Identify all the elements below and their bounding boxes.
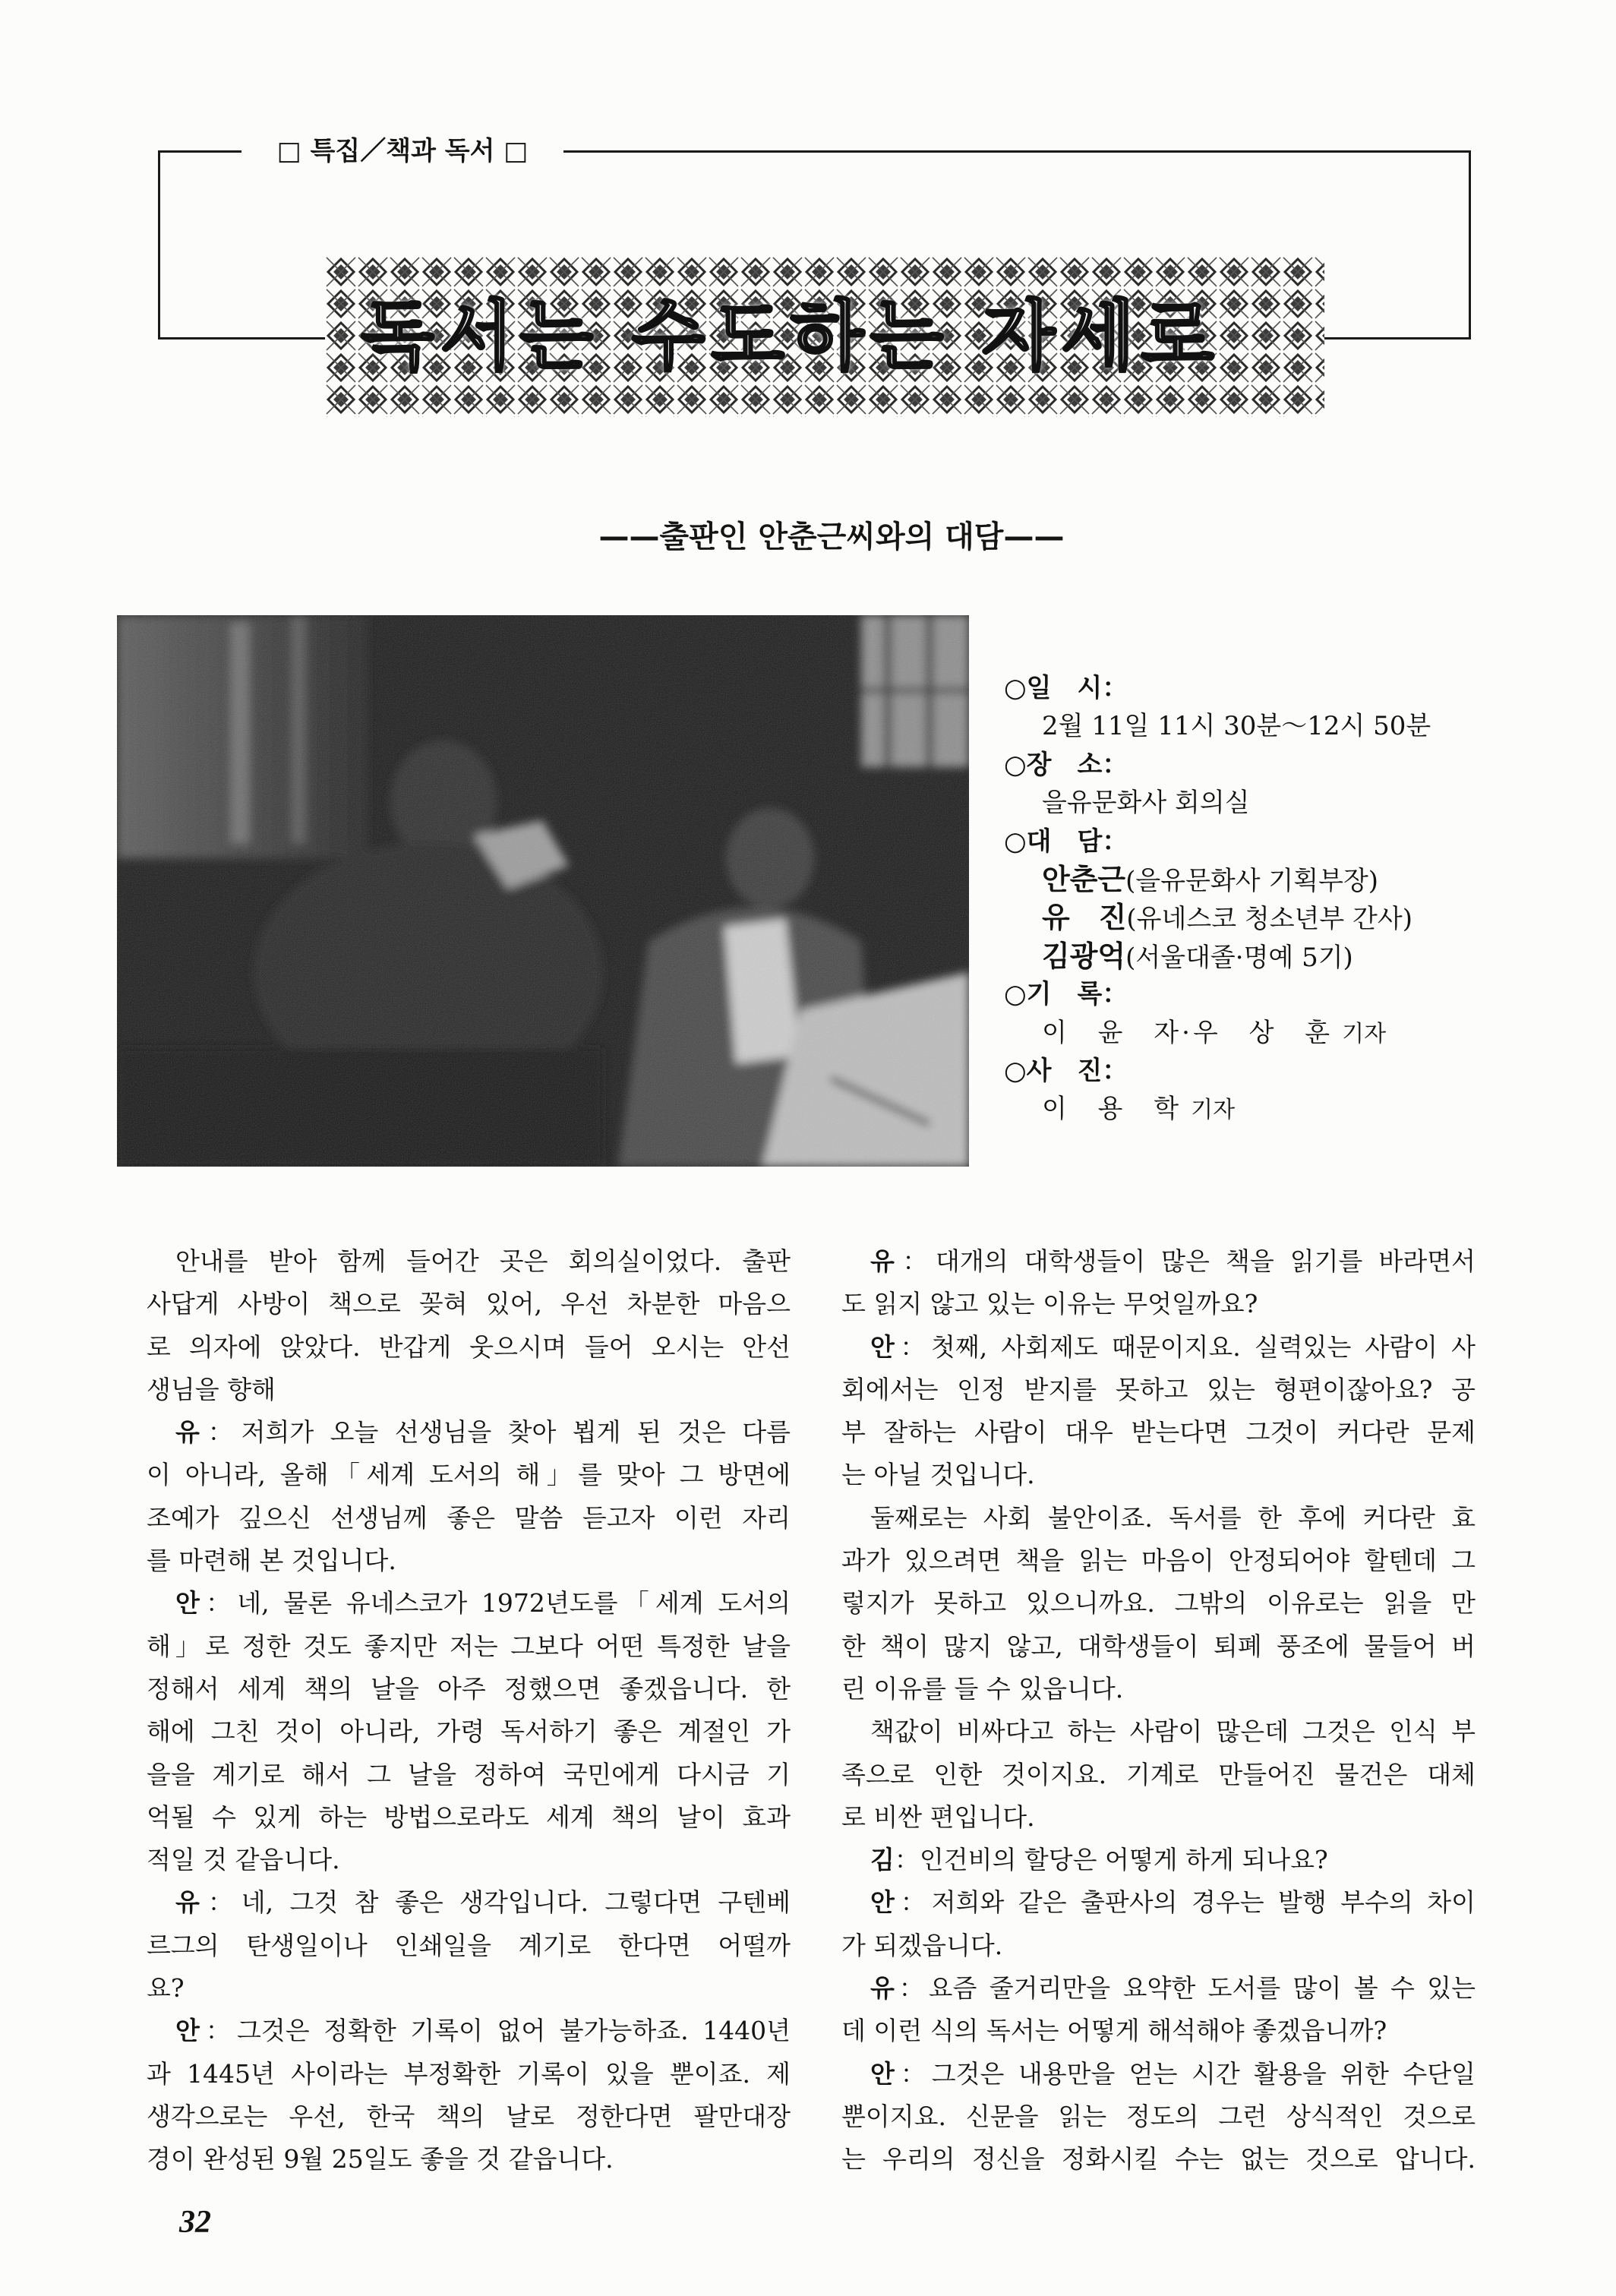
- line-text: 요?: [147, 1973, 185, 2004]
- line-text: 조예가 깊으신 선생님께 좋은 말씀 듣고자 이런 자리: [147, 1502, 791, 1533]
- participant-name: 안춘근: [1042, 862, 1126, 896]
- paragraph: [147, 1240, 791, 1411]
- text-line: [841, 1967, 1476, 2010]
- text-line: [841, 2010, 1476, 2052]
- line-text: 생각으로는 우선, 한국 책의 날로 정한다면 팔만대장: [147, 2101, 791, 2131]
- text-line: [841, 1625, 1476, 1668]
- text-line: [147, 1369, 791, 1411]
- text-line: [147, 1754, 791, 1796]
- line-text: 족으로 인한 것이지요. 기계로 만들어진 물건은 대체: [841, 1759, 1476, 1789]
- place-label: ○장 소：: [1004, 749, 1128, 780]
- speaker-label: 안: [870, 1887, 895, 1918]
- text-line: [841, 1710, 1476, 1753]
- speaker-label: 유: [175, 1887, 200, 1918]
- text-line: [147, 1881, 791, 1924]
- line-text: 회에서는 인정 받지를 못하고 있는 형편이잖아요? 공: [841, 1374, 1476, 1404]
- line-text: 생님을 향해: [147, 1374, 276, 1404]
- meeting-info: [1004, 669, 1471, 1129]
- paragraph: [147, 1881, 791, 2010]
- text-line: [147, 1668, 791, 1710]
- text-line: [841, 1839, 1476, 1881]
- paragraph: [841, 1967, 1476, 2053]
- text-line: [841, 1497, 1476, 1540]
- photo-credit-label: ○사 진：: [1004, 1055, 1128, 1086]
- text-line: [841, 1369, 1476, 1411]
- line-text: 는 우리의 정신을 정화시킬 수는 없는 것으로 압니다.: [841, 2144, 1476, 2174]
- text-line: [841, 1240, 1476, 1283]
- text-line: [147, 1967, 791, 2010]
- text-line: [147, 1796, 791, 1839]
- line-text: 억될 수 있게 하는 방법으로라도 세계 책의 날이 효과: [147, 1802, 791, 1832]
- text-line: [147, 1326, 791, 1369]
- participant: [1004, 861, 1471, 899]
- participant-role: (유네스코 청소년부 간사): [1126, 904, 1413, 935]
- line-text: 가 되겠읍니다.: [841, 1930, 1003, 1960]
- line-text: 과 1445년 사이라는 부정확한 기록이 있을 뿐이죠. 제: [147, 2058, 791, 2089]
- text-line: [147, 2053, 791, 2095]
- paragraph: [841, 1839, 1476, 1881]
- line-text: ：저희가 오늘 선생님을 찾아 뵙게 된 것은 다름: [199, 1417, 791, 1448]
- participant-role: (서울대졸·명예 5기): [1125, 942, 1353, 973]
- line-text: 부 잘하는 사람이 대우 받는다면 그것이 커다란 문제: [841, 1417, 1476, 1448]
- speaker-label: 유: [870, 1973, 895, 2004]
- line-text: 적일 것 같읍니다.: [147, 1845, 340, 1875]
- speaker-label: 안: [175, 2016, 200, 2046]
- article-column-right: [841, 1240, 1476, 2181]
- text-line: [841, 2138, 1476, 2181]
- line-text: ：대개의 대학생들이 많은 책을 읽기를 바라면서: [894, 1246, 1476, 1276]
- text-line: [841, 1881, 1476, 1924]
- text-line: [147, 1540, 791, 1582]
- line-text: 해에 그친 것이 아니라, 가령 독서하기 좋은 계절인 가: [147, 1716, 791, 1747]
- paragraph: [841, 1497, 1476, 1710]
- interview-photo-image: [117, 615, 969, 1167]
- paragraph: [147, 1582, 791, 1881]
- line-text: ：인건비의 할당은 어떻게 하게 되나요?: [894, 1845, 1328, 1875]
- line-text: ：네, 물론 유네스코가 1972년도를「세계 도서의: [199, 1588, 791, 1619]
- line-text: 뿐이지요. 신문을 읽는 정도의 그런 상식적인 것으로: [841, 2101, 1476, 2131]
- text-line: [841, 2095, 1476, 2138]
- participant-name: 김광억: [1042, 939, 1126, 973]
- paragraph: [841, 1240, 1476, 1326]
- paragraph: [841, 1881, 1476, 1967]
- photo-credit-names: 이 용 학: [1042, 1094, 1182, 1125]
- line-text: ：그것은 내용만을 얻는 시간 활용을 위한 수단일: [894, 2058, 1476, 2089]
- line-text: ：그것은 정확한 기록이 없어 불가능하죠. 1440년: [199, 2016, 791, 2046]
- text-line: [147, 1411, 791, 1454]
- text-line: [841, 1411, 1476, 1454]
- date-label: ○일 시：: [1004, 673, 1128, 703]
- record-value: [1004, 1014, 1471, 1052]
- line-text: 둘째로는 사회 불안이죠. 독서를 한 후에 커다란 효: [870, 1502, 1476, 1533]
- line-text: 책값이 비싸다고 하는 사람이 많은데 그것은 인식 부: [870, 1716, 1476, 1747]
- record-names: 이 윤 자·우 상 훈: [1042, 1017, 1334, 1048]
- paragraph: [147, 1411, 791, 1582]
- line-text: 로 비싼 편입니다.: [841, 1802, 1035, 1832]
- text-line: [147, 1839, 791, 1881]
- page-number: 32: [179, 2205, 211, 2240]
- record-suffix: 기자: [1342, 1020, 1387, 1047]
- participant: [1004, 899, 1471, 936]
- line-text: ：첫째, 사회제도 때문이지요. 실력있는 사람이 사: [894, 1331, 1476, 1362]
- line-text: 한 책이 많지 않고, 대학생들이 퇴폐 풍조에 물들어 버: [841, 1631, 1476, 1661]
- line-text: 해」로 정한 것도 좋지만 저는 그보다 어떤 특정한 날을: [147, 1631, 791, 1661]
- text-line: [147, 1925, 791, 1967]
- line-text: 린 이유를 들 수 있읍니다.: [841, 1673, 1124, 1704]
- text-line: [841, 1668, 1476, 1710]
- text-line: [147, 1240, 791, 1283]
- text-line: [841, 1326, 1476, 1369]
- speaker-label: 김: [870, 1845, 895, 1875]
- title-band: [325, 256, 1324, 417]
- photo-credit-value: [1004, 1090, 1471, 1128]
- participant-role: (을유문화사 기획부장): [1125, 865, 1379, 896]
- photo-grain: [117, 615, 969, 1167]
- place-value: 을유문화사 회의실: [1042, 788, 1250, 819]
- line-text: 르그의 탄생일이나 인쇄일을 계기로 한다면 어떨까: [147, 1930, 791, 1960]
- line-text: 는 아닐 것입니다.: [841, 1460, 1035, 1490]
- line-text: 를 마련해 본 것입니다.: [147, 1546, 396, 1576]
- text-line: [147, 1582, 791, 1625]
- line-text: 이 아니라, 올해「세계 도서의 해」를 맞아 그 방면에: [147, 1460, 791, 1490]
- text-line: [841, 1582, 1476, 1625]
- paragraph: [841, 1710, 1476, 1839]
- participants-label: ○대 담：: [1004, 826, 1128, 857]
- line-text: 로 의자에 앉았다. 반갑게 웃으시며 들어 오시는 안선: [147, 1331, 791, 1362]
- text-line: [147, 2010, 791, 2052]
- line-text: 렇지가 못하고 있으니까요. 그밖의 이유로는 읽을 만: [841, 1588, 1476, 1619]
- text-line: [841, 1454, 1476, 1496]
- date-value: 2월 11일 11시 30분～12시 50분: [1042, 711, 1431, 742]
- line-text: 과가 있으려면 책을 읽는 마음이 안정되어야 할텐데 그: [841, 1546, 1476, 1576]
- text-line: [841, 2053, 1476, 2095]
- line-text: ：네, 그것 참 좋은 생각입니다. 그렇다면 구텐베: [199, 1887, 791, 1918]
- interview-photo: [117, 615, 969, 1167]
- line-text: 을을 계기로 해서 그 날을 정하여 국민에게 다시금 기: [147, 1759, 791, 1789]
- line-text: ：저희와 같은 출판사의 경우는 발행 부수의 차이: [894, 1887, 1476, 1918]
- text-line: [841, 1925, 1476, 1967]
- speaker-label: 유: [870, 1246, 895, 1276]
- paragraph: [841, 2053, 1476, 2181]
- article-title: 독서는 수도하는 자세로: [361, 292, 1220, 381]
- line-text: 도 읽지 않고 있는 이유는 무엇일까요?: [841, 1289, 1258, 1319]
- speaker-label: 유: [175, 1417, 200, 1448]
- line-text: 데 이런 식의 독서는 어떻게 해석해야 좋겠읍니까?: [841, 2016, 1387, 2046]
- participant: [1004, 937, 1471, 975]
- text-line: [147, 1497, 791, 1540]
- paragraph: [147, 2010, 791, 2181]
- speaker-label: 안: [870, 1331, 895, 1362]
- text-line: [841, 1754, 1476, 1796]
- text-line: [147, 2138, 791, 2181]
- text-line: [841, 1796, 1476, 1839]
- paragraph: [841, 1326, 1476, 1497]
- text-line: [147, 1625, 791, 1668]
- text-line: [147, 1283, 791, 1325]
- participant-name: 유 진: [1042, 901, 1127, 935]
- text-line: [147, 1710, 791, 1753]
- text-line: [147, 2095, 791, 2138]
- line-text: 사답게 사방이 책으로 꽂혀 있어, 우선 차분한 마음으: [147, 1289, 791, 1319]
- speaker-label: 안: [870, 2058, 895, 2089]
- line-text: 정해서 세계 책의 날을 아주 정했으면 좋겠읍니다. 한: [147, 1673, 791, 1704]
- article-subtitle: ——출판인 안춘근씨와의 대담——: [598, 520, 1065, 554]
- record-label: ○기 록：: [1004, 979, 1128, 1010]
- text-line: [841, 1283, 1476, 1325]
- text-line: [147, 1454, 791, 1496]
- photo-credit-suffix: 기자: [1191, 1097, 1236, 1124]
- text-line: [841, 1540, 1476, 1582]
- speaker-label: 안: [175, 1588, 200, 1619]
- line-text: ：요즘 줄거리만을 요약한 도서를 많이 볼 수 있는: [894, 1973, 1476, 2004]
- article-column-left: [147, 1240, 791, 2181]
- line-text: 경이 완성된 9월 25일도 좋을 것 같읍니다.: [147, 2144, 614, 2174]
- line-text: 안내를 받아 함께 들어간 곳은 회의실이었다. 출판: [175, 1246, 791, 1276]
- section-label: □ 특집／책과 독서 □: [241, 132, 563, 170]
